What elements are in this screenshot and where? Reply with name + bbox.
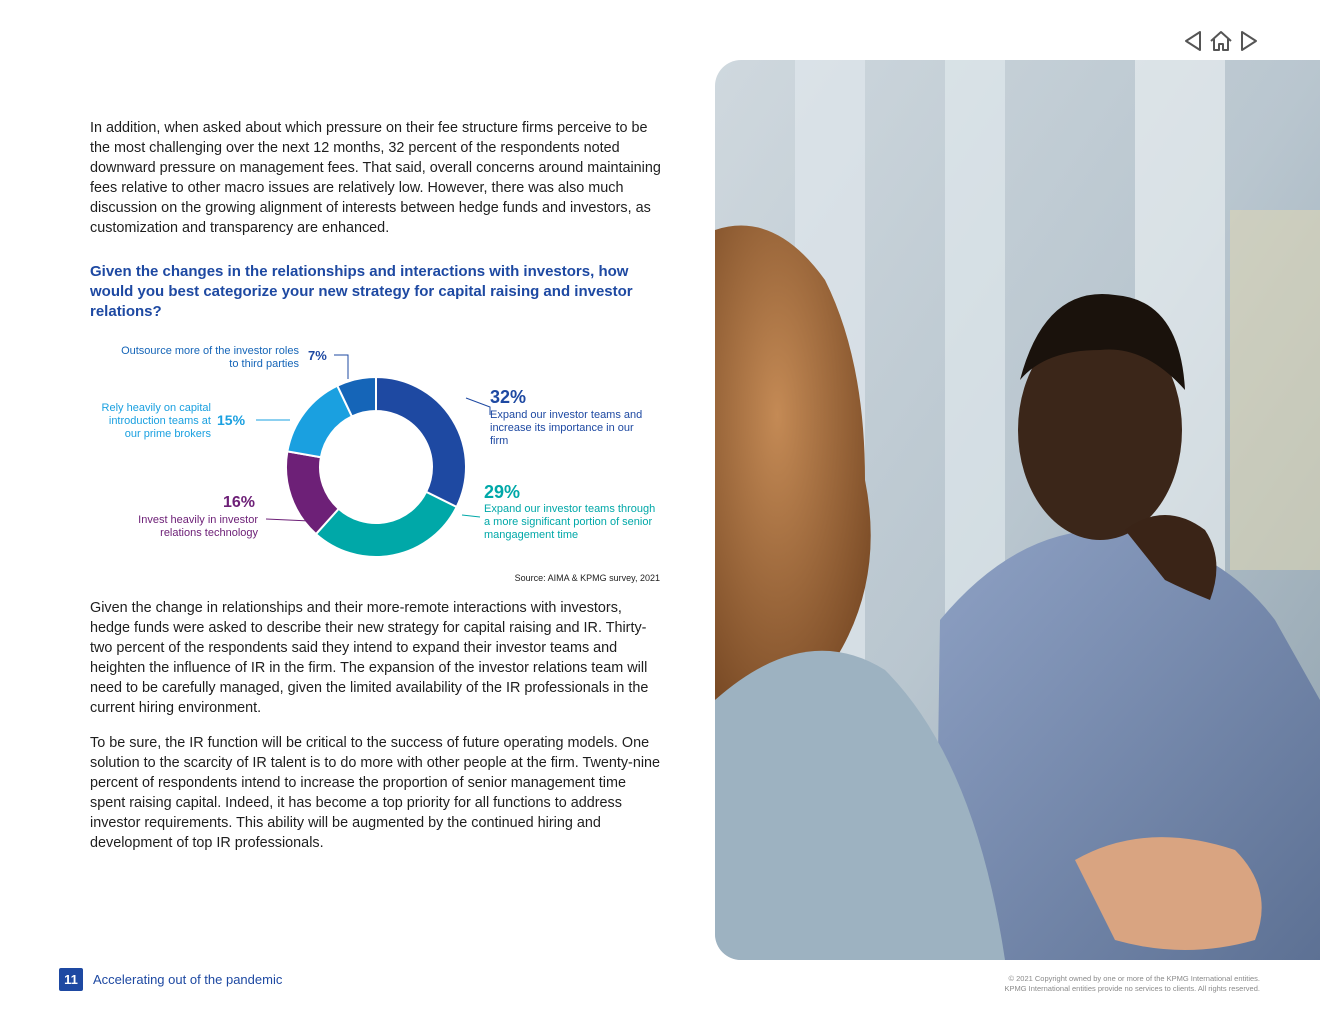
copyright-notice	[860, 974, 1260, 994]
donut-chart	[90, 335, 670, 590]
intro-paragraph: In addition, when asked about which pressure on their fee structure firms perceive to be the most challenging over the next 12 months, 32 percent of the respondents noted downward pressure on management fees. That said, overall concerns around maintaining fees relative to other macro issues are relatively low. However, there was also much discussion on the growing alignment of interests between hedge funds and investors, as customization and transparency are enhanced.	[90, 120, 661, 236]
ir-function-paragraph: To be sure, the IR function will be critical to the success of future operating models. One solution to the scarcity of IR talent is to do more with other people at the firm. Twenty-nine percent of respondents intend to increase the proportion of senior management time spent raising capital. Indeed, it has become a top priority for all functions to address investor requirements. This ability will be augmented by the continued hiring and development of top IR professionals.	[90, 735, 661, 851]
slice-label-32: Expand our investor teams and increase its importance in our firm	[490, 409, 643, 447]
chart-source: Source: AIMA & KPMG survey, 2021	[514, 573, 660, 583]
meeting-photo	[715, 60, 1320, 960]
donut-slice-1	[316, 492, 457, 557]
slice-label-16: Invest heavily in investor relations technology	[138, 514, 258, 539]
slice-pct-16: 16%	[223, 494, 256, 511]
slice-pct-7: 7%	[308, 348, 327, 363]
slice-label-7: Outsource more of the investor roles to third parties	[121, 345, 299, 370]
slice-pct-29: 29%	[484, 482, 521, 502]
page-navigation	[1180, 28, 1264, 54]
slice-pct-32: 32%	[490, 387, 527, 407]
copyright-line-1: © 2021 Copyright owned by one or more of the KPMG International entities.	[1008, 974, 1260, 983]
copyright-line-2: KPMG International entities provide no services to clients. All rights reserved.	[1004, 984, 1260, 993]
page-number: 11	[59, 968, 83, 991]
strategy-paragraph: Given the change in relationships and their more-remote interactions with investors, hedge funds were asked to describe their new strategy for capital raising and IR. Thirty-two percent of the respondents said they intend to expand their investor teams and heighten the influence of IR in the firm. The expansion of the investor relations team will need to be carefully managed, given the limited availability of the IR professionals in the current hiring environment.	[90, 600, 649, 716]
donut-svg	[90, 335, 670, 590]
triangle-right-icon	[1237, 29, 1261, 53]
next-page-button[interactable]	[1236, 28, 1262, 54]
donut-slice-0	[376, 377, 466, 507]
leader-line-4	[334, 355, 348, 379]
slice-label-15: Rely heavily on capital introduction teams at our prime brokers	[101, 402, 211, 440]
meeting-photo-illustration	[715, 60, 1320, 960]
leader-line-0	[466, 398, 490, 415]
footer-title: Accelerating out of the pandemic	[93, 972, 283, 987]
previous-page-button[interactable]	[1180, 28, 1206, 54]
home-button[interactable]	[1208, 28, 1234, 54]
leader-line-1	[462, 515, 480, 517]
chart-question-heading: Given the changes in the relationships and interactions with investors, how would you best categorize your new strategy for capital raising and investor relations?	[90, 263, 633, 320]
slice-label-29: Expand our investor teams through a more significant portion of senior mangagement time	[484, 503, 656, 541]
slice-pct-15: 15%	[217, 412, 246, 428]
home-icon	[1209, 29, 1233, 53]
triangle-left-icon	[1181, 29, 1205, 53]
